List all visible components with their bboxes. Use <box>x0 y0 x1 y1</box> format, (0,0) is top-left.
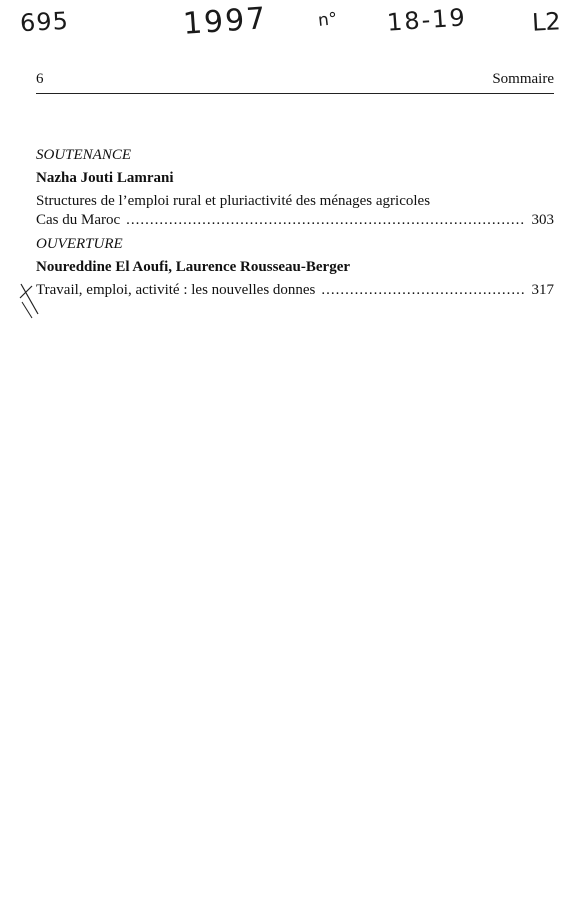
handwritten-annotations <box>0 0 588 50</box>
rubric-heading: OUVERTURE <box>36 236 123 252</box>
toc-entry-soutenance <box>36 146 554 230</box>
entry-page-number: 303 <box>531 212 554 228</box>
handwritten-cross-mark-icon <box>18 282 42 322</box>
dot-leader <box>321 281 525 300</box>
entry-title: Travail, emploi, activité : les nouvelles donnes <box>36 282 316 298</box>
handwritten-year: 1997 <box>181 1 269 42</box>
entry-page-number: 317 <box>531 282 554 298</box>
toc-line <box>36 211 554 230</box>
entry-title-continued: Cas du Maroc <box>36 212 121 228</box>
entry-authors: Nazha Jouti Lamrani <box>36 170 174 186</box>
rubric-heading: SOUTENANCE <box>36 147 132 163</box>
entry-title: Structures de l’emploi rural et pluriactivité des ménages agricoles <box>36 193 431 209</box>
toc-entry-ouverture <box>36 235 554 300</box>
handwritten-ref: L2 <box>531 7 562 37</box>
handwritten-cote: 695 <box>19 6 70 38</box>
entry-authors: Noureddine El Aoufi, Laurence Rousseau-Berger <box>36 259 351 275</box>
dot-leader <box>126 211 525 230</box>
running-head-section: Sommaire <box>492 71 554 87</box>
running-head <box>36 71 554 94</box>
handwritten-issue: 18-19 <box>386 3 468 37</box>
handwritten-number-sign: n° <box>317 9 339 31</box>
table-of-contents <box>36 146 554 300</box>
toc-line <box>36 281 554 300</box>
page-number: 6 <box>36 71 44 87</box>
